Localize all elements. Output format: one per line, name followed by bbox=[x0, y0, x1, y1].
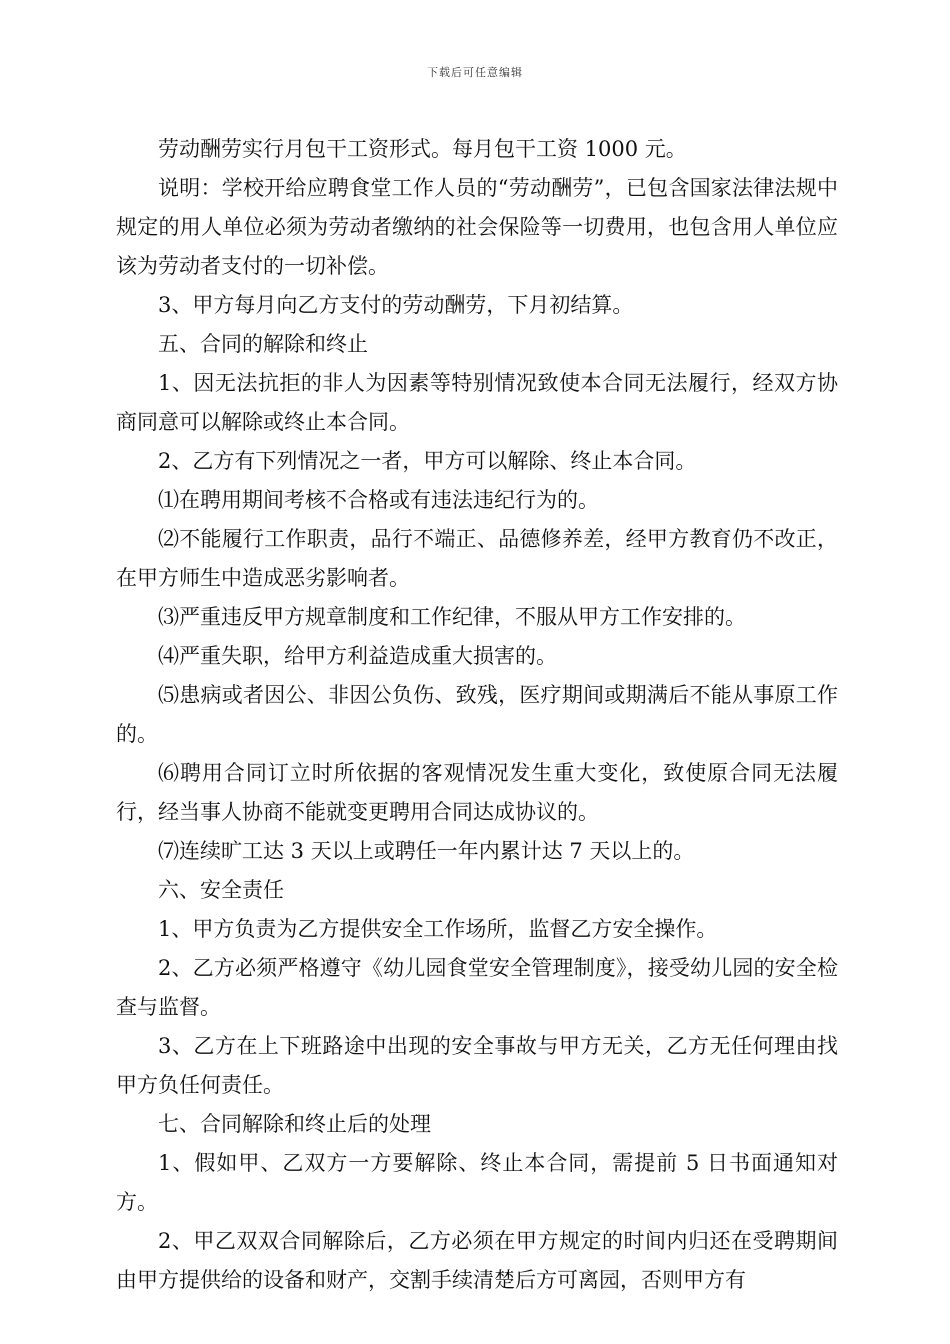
paragraph: 2、乙方有下列情况之一者，甲方可以解除、终止本合同。 bbox=[158, 449, 697, 473]
paragraph: 1、假如甲、乙双方一方要解除、终止本合同，需提前 5 日书面通知对方。 bbox=[116, 1151, 838, 1214]
list-item: ⑵不能履行工作职责，品行不端正、品德修养差，经甲方教育仍不改正，在甲方师生中造成恶劣影响者。 bbox=[116, 527, 838, 590]
list-item: ⑷严重失职，给甲方利益造成重大损害的。 bbox=[158, 644, 557, 668]
paragraph: 3、乙方在上下班路途中出现的安全事故与甲方无关，乙方无任何理由找甲方负任何责任。 bbox=[116, 1034, 838, 1097]
section-heading: 六、安全责任 bbox=[158, 878, 284, 902]
section-heading: 五、合同的解除和终止 bbox=[158, 332, 368, 356]
list-item: ⑴在聘用期间考核不合格或有违法违纪行为的。 bbox=[158, 488, 599, 512]
paragraph: 劳动酬劳实行月包干工资形式。每月包干工资 1000 元。 bbox=[158, 137, 687, 161]
section-heading: 七、合同解除和终止后的处理 bbox=[158, 1112, 431, 1136]
paragraph: 说明：学校开给应聘食堂工作人员的“劳动酬劳”，已包含国家法律法规中规定的用人单位必须为劳动者缴纳的社会保险等一切费用，也包含用人单位应该为劳动者支付的一切补偿。 bbox=[116, 176, 838, 278]
page-header: 下载后可任意编辑 bbox=[427, 66, 523, 79]
paragraph: 1、因无法抗拒的非人为因素等特别情况致使本合同无法履行，经双方协商同意可以解除或终止本合同。 bbox=[116, 371, 838, 434]
paragraph: 3、甲方每月向乙方支付的劳动酬劳，下月初结算。 bbox=[158, 293, 634, 317]
paragraph: 2、甲乙双双合同解除后，乙方必须在甲方规定的时间内归还在受聘期间由甲方提供给的设备和财产，交割手续清楚后方可离园，否则甲方有 bbox=[116, 1229, 838, 1292]
list-item: ⑺连续旷工达 3 天以上或聘任一年内累计达 7 天以上的。 bbox=[158, 839, 695, 863]
list-item: ⑸患病或者因公、非因公负伤、致残，医疗期间或期满后不能从事原工作的。 bbox=[116, 683, 838, 746]
list-item: ⑶严重违反甲方规章制度和工作纪律，不服从甲方工作安排的。 bbox=[158, 605, 746, 629]
document-body bbox=[116, 130, 838, 1300]
list-item: ⑹聘用合同订立时所依据的客观情况发生重大变化，致使原合同无法履行，经当事人协商不能就变更聘用合同达成协议的。 bbox=[116, 761, 838, 824]
paragraph: 1、甲方负责为乙方提供安全工作场所，监督乙方安全操作。 bbox=[158, 917, 718, 941]
paragraph: 2、乙方必须严格遵守《幼儿园食堂安全管理制度》，接受幼儿园的安全检查与监督。 bbox=[116, 956, 838, 1019]
